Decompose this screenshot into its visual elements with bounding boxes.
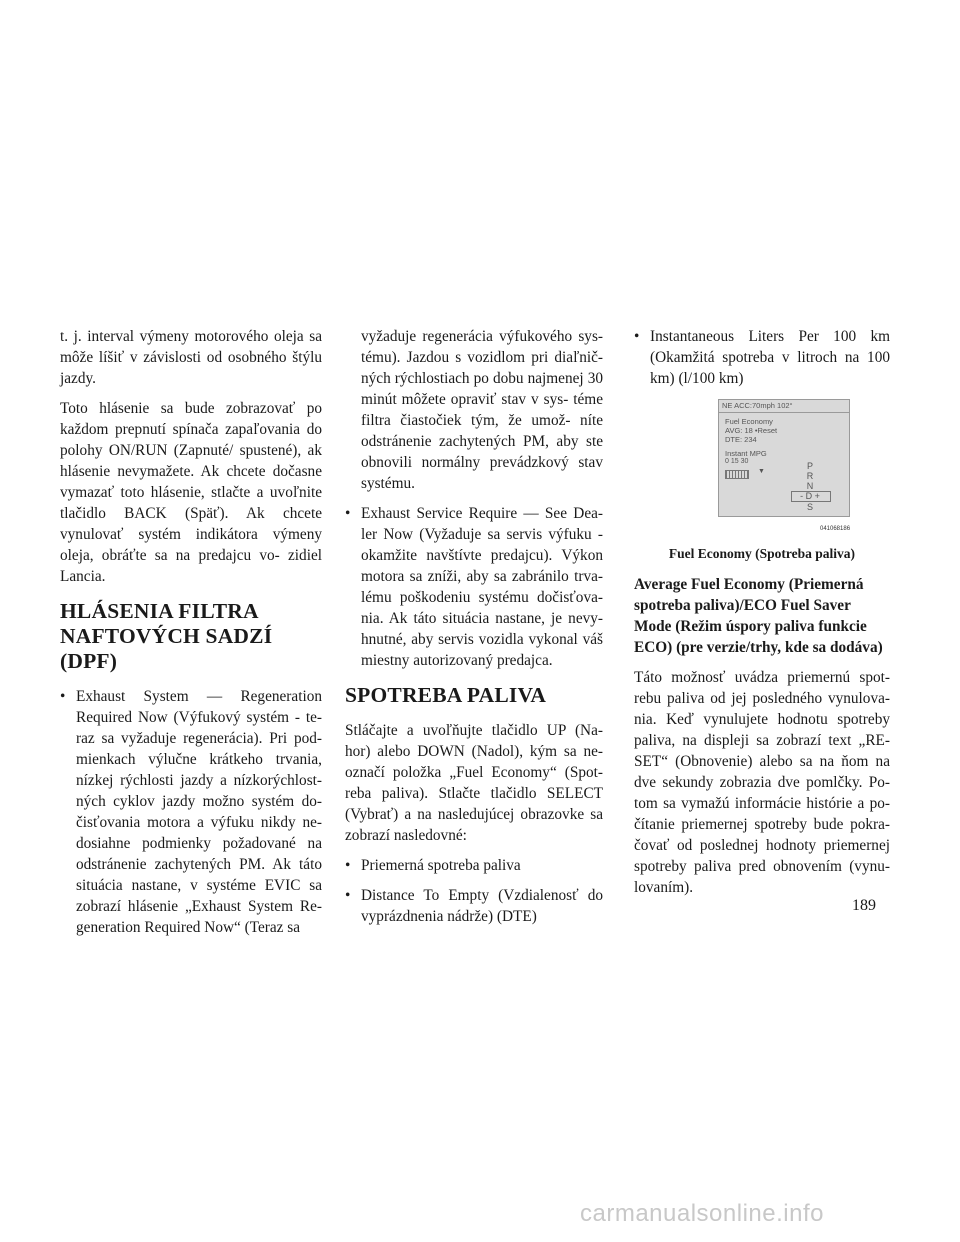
paragraph: Táto možnosť uvádza priemernú spot- rebu paliva od jej posledného vynulova- nia. Keď vynulujete hodnotu spotreby paliva, na displeji sa zobrazí text „RE- SET“ (Obnovenie) alebo sa na ňom na dve sekundy zobrazia dve pomlčky. Po- tom sa vymažú informácie histórie a po- čítanie priemernej spotreby bude pokra- čovať od poslednej hodnoty priemernej spotreby paliva pred obnovením (vynu- lovaním). bbox=[634, 669, 890, 896]
gear-d: - D + bbox=[800, 491, 820, 501]
list-item-text: Priemerná spotreba paliva bbox=[361, 857, 521, 874]
subheading-average-fuel: Average Fuel Economy (Priemerná spotreba paliva)/ECO Fuel Saver Mode (Režim úspory paliva funkcie ECO) (pre verzie/trhy, kde sa dodáva) bbox=[634, 576, 883, 656]
watermark: carmanualsonline.info bbox=[580, 1200, 824, 1227]
section-heading-dpf: HLÁSENIA FILTRA NAFTOVÝCH SADZÍ (DPF) bbox=[60, 599, 273, 673]
list-item bbox=[345, 855, 603, 876]
bullet-icon: • bbox=[634, 328, 640, 345]
list-item-text: Instantaneous Liters Per 100 km (Okamžitá spotreba v litroch na 100 km) (l/100 km) bbox=[650, 328, 890, 387]
bullet-icon: • bbox=[345, 857, 351, 874]
section-heading-fuel: SPOTREBA PALIVA bbox=[345, 683, 547, 707]
display-title: Fuel Economy bbox=[725, 417, 773, 426]
list-item-text: Exhaust System — Regeneration Required Now (Výfukový systém - te- raz sa vyžaduje regenerácia). Pri pod- mienkach výlučne krátkeho trvania, nízkej rýchlosti jazdy a nízkorýchlost- ných cyklov jazdy možno systém do- čisťovania motora a výfuku nikdy ne- dosiahne podmienky požadované na odstránenie zachytených PM. Ak táto situácia nastane, v systéme EVIC sa zobrazí hlásenie „Exhaust System Re- generation Required Now“ (Teraz sa bbox=[76, 688, 322, 936]
gear-s: S bbox=[806, 502, 813, 512]
column-right bbox=[634, 326, 890, 907]
mpg-pointer-icon: ▼ bbox=[758, 468, 765, 475]
fuel-economy-figure bbox=[634, 399, 890, 539]
gear-r: R bbox=[806, 471, 814, 481]
evic-display-screen bbox=[718, 399, 850, 517]
column-left bbox=[60, 326, 322, 947]
paragraph: Toto hlásenie sa bude zobrazovať po každom prepnutí spínača zapaľovania do polohy ON/RUN (Zapnuté/ spustené), ak hlásenie nevymažete. Ak chcete dočasne vymazať toto hlásenie, stlačte a uvoľnite tlačidlo BACK (Späť). Ak chcete vynulovať systém indikátora výmeny oleja, obráťte sa na predajcu vo- zidiel Lancia. bbox=[60, 400, 322, 585]
gear-n: N bbox=[806, 481, 814, 491]
display-scale: 0 15 30 bbox=[725, 458, 749, 465]
gear-p: P bbox=[806, 461, 813, 471]
list-item-text: Distance To Empty (Vzdialenosť do vyprázdnenia nádrže) (DTE) bbox=[361, 887, 603, 925]
figure-caption: Fuel Economy (Spotreba paliva) bbox=[668, 546, 856, 561]
bullet-icon: • bbox=[345, 505, 351, 522]
display-dte: DTE: 234 bbox=[725, 435, 757, 444]
display-instant-label: Instant MPG bbox=[725, 449, 767, 458]
list-item bbox=[634, 326, 890, 389]
mpg-bar-graph bbox=[725, 470, 749, 479]
display-avg: AVG: 18 •Reset bbox=[725, 426, 778, 435]
list-item-text: Exhaust Service Require — See Dea- ler Now (Vyžaduje sa servis výfuku - okamžite navštívte predajcu). Výkon motora sa zníži, aby sa zabránilo trva- lému poškodeniu systému dočisťova- nia. Ak táto situácia nastane, je nevy- hnutné, aby servis vozidla vykonal váš miestny autorizovaný predajca. bbox=[361, 505, 603, 669]
display-header: NE ACC:70mph 102° bbox=[719, 400, 850, 413]
bullet-icon: • bbox=[345, 887, 351, 904]
list-item bbox=[345, 503, 603, 671]
bullet-icon: • bbox=[60, 688, 66, 705]
column-middle bbox=[345, 326, 603, 936]
list-item bbox=[345, 885, 603, 927]
list-item bbox=[60, 686, 322, 938]
page-number: 189 bbox=[852, 897, 876, 914]
paragraph: t. j. interval výmeny motorového oleja sa môže líšiť v závislosti od osobného štýlu jazdy. bbox=[60, 328, 322, 387]
paragraph: Stláčajte a uvoľňujte tlačidlo UP (Na- hor) alebo DOWN (Nadol), kým sa ne- označí položka „Fuel Economy“ (Spot- reba paliva). Stlačte tlačidlo SELECT (Vybrať) a na nasledujúcej obrazovke sa zobrazí nasledovné: bbox=[345, 722, 603, 844]
figure-code: 041068186 bbox=[820, 526, 851, 532]
paragraph-continuation: vyžaduje regenerácia výfukového sys- tému). Jazdou s vozidlom pri diaľnič- ných rýchlostiach po dobu najmenej 30 minút môžete opraviť stav v sys- téme filtra čiastočiek tým, že umož- níte odstránenie zachytených PM, aby ste obnovili normálny prevádzkový stav systému. bbox=[361, 328, 603, 492]
